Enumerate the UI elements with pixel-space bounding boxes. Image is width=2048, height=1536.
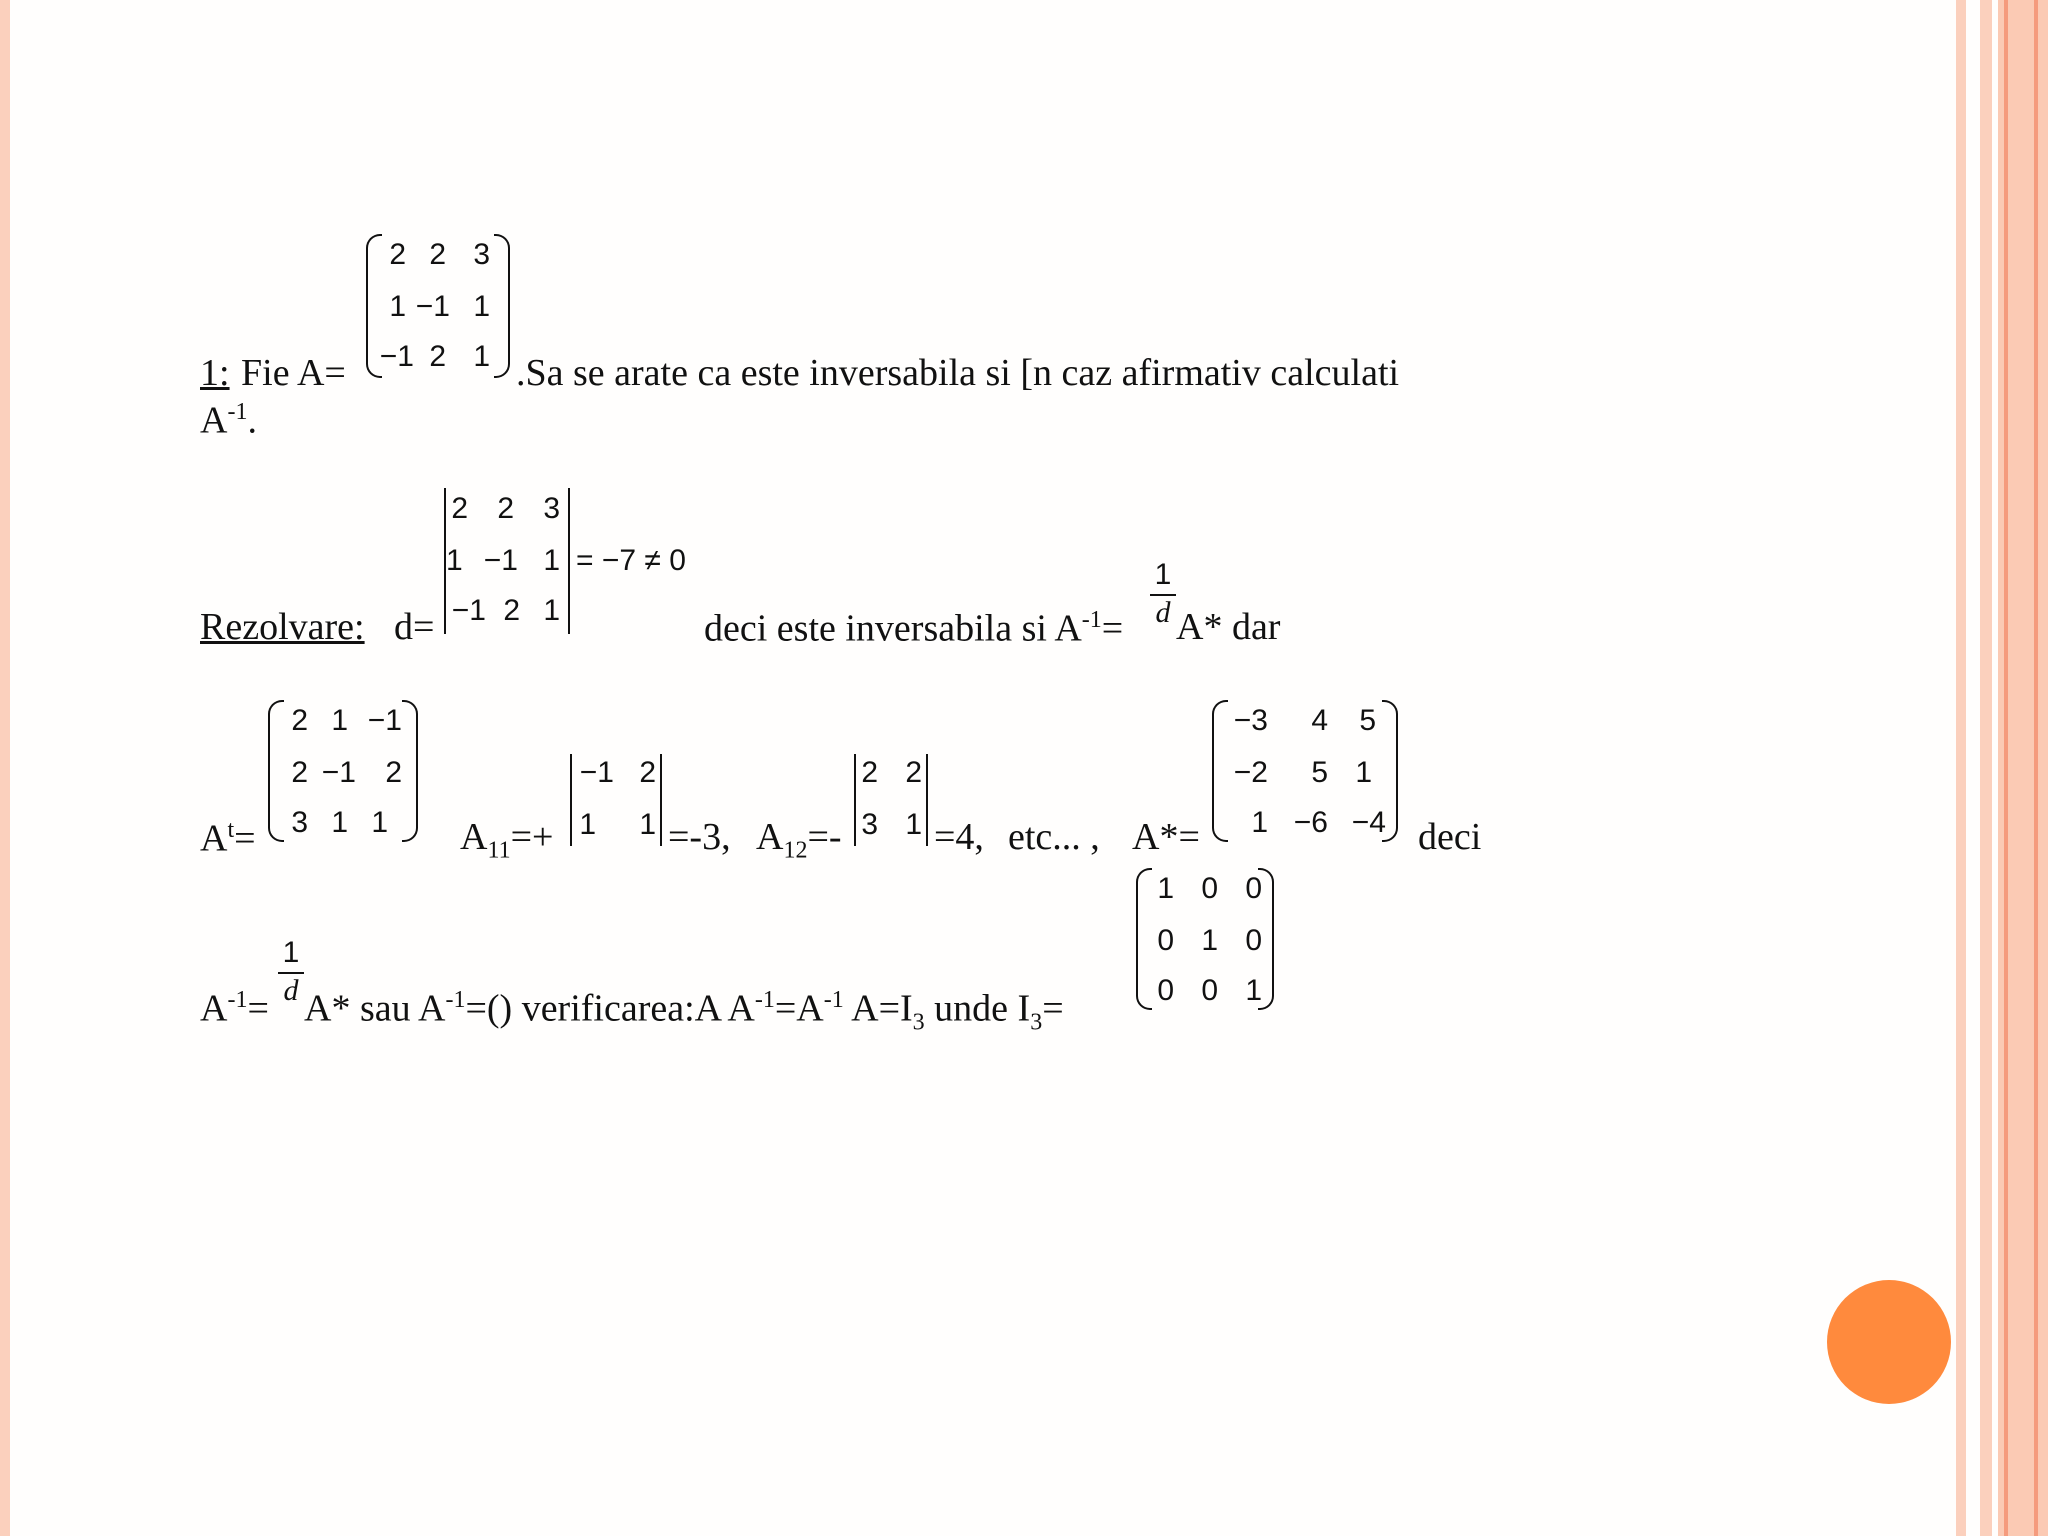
matrix-cell: 1 xyxy=(1245,974,1262,1007)
Ainv-eq xyxy=(200,988,269,1028)
matrix-cell: 0 xyxy=(1157,924,1174,957)
det-cell: 1 xyxy=(579,808,596,841)
deci-text: deci este inversabila si A xyxy=(704,607,1082,650)
matrix-cell: −4 xyxy=(1351,806,1386,839)
det-cell: 2 xyxy=(497,492,514,525)
matrix-cell: −1 xyxy=(415,290,450,323)
matrix-cell: 0 xyxy=(1157,974,1174,1007)
det-cell: 1 xyxy=(905,808,922,841)
matrix-cell: 2 xyxy=(429,238,446,271)
matrix-I3 xyxy=(1136,868,1274,1010)
deci-text-line3: deci xyxy=(1418,816,1482,858)
decorative-stripe-right-1 xyxy=(1956,0,1966,1536)
det-cell: 1 xyxy=(543,594,560,627)
matrix-cell: 0 xyxy=(1245,872,1262,905)
ainv-base: A xyxy=(200,399,228,442)
ainv-sup: -1 xyxy=(227,399,248,425)
decorative-stripe-left-edge xyxy=(0,0,10,1536)
matrix-cell: 2 xyxy=(291,704,308,737)
det-cell: −1 xyxy=(579,756,614,789)
det-right-bar xyxy=(926,754,928,846)
matrix-cell: −1 xyxy=(379,340,414,373)
sup-2: -1 xyxy=(754,987,775,1013)
sub-5: 3 xyxy=(1030,1009,1043,1036)
d-equals: d= xyxy=(394,606,435,648)
verificarea-text xyxy=(304,988,1064,1034)
det-cell: 3 xyxy=(861,808,878,841)
Ainv-base: A xyxy=(200,987,228,1030)
det-cell: −1 xyxy=(451,594,486,627)
matrix-cell: 1 xyxy=(1251,806,1268,839)
frac-denominator: d xyxy=(283,974,299,1007)
matrix-cell: 2 xyxy=(429,340,446,373)
matrix-cell: −1 xyxy=(321,756,356,789)
right-paren xyxy=(494,234,510,378)
matrix-At xyxy=(268,700,418,842)
matrix-cell: −6 xyxy=(1293,806,1328,839)
A12-label xyxy=(756,818,842,863)
matrix-cell: 0 xyxy=(1245,924,1262,957)
matrix-cell: −2 xyxy=(1233,756,1268,789)
det-cell: 2 xyxy=(503,594,520,627)
determinant-A12 xyxy=(854,754,928,846)
decorative-stripe-right-4 xyxy=(2004,0,2008,1536)
right-paren xyxy=(402,700,418,842)
matrix-cell: 1 xyxy=(1157,872,1174,905)
A11-result: =-3, xyxy=(668,816,731,858)
matrix-cell: 1 xyxy=(1201,924,1218,957)
matrix-cell: 2 xyxy=(291,756,308,789)
fraction-one-over-d xyxy=(1150,560,1176,628)
text-seg-5: unde I xyxy=(924,987,1031,1030)
matrix-cell: 3 xyxy=(291,806,308,839)
A11-eq: =+ xyxy=(510,816,554,858)
At-eq: = xyxy=(234,817,256,860)
det-right-bar xyxy=(660,754,662,846)
matrix-cell: 0 xyxy=(1201,872,1218,905)
matrix-cell: 4 xyxy=(1311,704,1328,737)
deci-inversabila-text xyxy=(704,608,1123,648)
det-cell: 2 xyxy=(639,756,656,789)
orange-circle-decoration xyxy=(1827,1280,1951,1404)
sup-1: -1 xyxy=(445,987,466,1013)
text-seg-3: =A xyxy=(774,987,824,1030)
sup-minus-one: -1 xyxy=(1081,607,1102,633)
Ainv-equals: = xyxy=(247,987,269,1030)
A11-sub: 11 xyxy=(487,837,511,864)
Astar-eq: A*= xyxy=(1132,816,1200,858)
At-label xyxy=(200,818,256,858)
matrix-cell: 1 xyxy=(331,806,348,839)
matrix-cell: 1 xyxy=(371,806,388,839)
A12-sub: 12 xyxy=(783,837,808,864)
det-cell: 1 xyxy=(543,544,560,577)
decorative-stripe-right-5 xyxy=(2034,0,2038,1536)
A12-result: =4, xyxy=(934,816,984,858)
A12-base: A xyxy=(756,816,784,858)
matrix-cell: 3 xyxy=(473,238,490,271)
text-seg-2: =() verificarea:A A xyxy=(465,987,755,1030)
matrix-cell: 1 xyxy=(1355,756,1372,789)
ainv-dot: . xyxy=(247,399,257,442)
astar-dar-text: A* dar xyxy=(1176,606,1281,648)
sub-4: 3 xyxy=(912,1009,925,1036)
frac-numerator: 1 xyxy=(278,938,304,974)
det-cell: 1 xyxy=(639,808,656,841)
A12-eq: =- xyxy=(807,816,842,858)
det-cell: 2 xyxy=(451,492,468,525)
At-sup: t xyxy=(227,817,235,843)
text-seg-4: A=I xyxy=(843,987,913,1030)
det-cell: 3 xyxy=(543,492,560,525)
determinant-A xyxy=(444,488,570,634)
problem-ainv xyxy=(200,400,257,440)
matrix-cell: −1 xyxy=(367,704,402,737)
A11-base: A xyxy=(460,816,488,858)
det-cell: −1 xyxy=(483,544,518,577)
matrix-Astar xyxy=(1212,700,1398,842)
det-right-bar xyxy=(568,488,570,634)
det-cell: 2 xyxy=(905,756,922,789)
det-result: = −7 ≠ 0 xyxy=(576,544,686,577)
problem-statement: .Sa se arate ca este inversabila si [n caz afirmativ calculati xyxy=(516,352,1400,394)
fraction-one-over-d-2 xyxy=(278,938,304,1006)
matrix-cell: 5 xyxy=(1311,756,1328,789)
etc-text: etc... , xyxy=(1008,816,1100,858)
det-cell: 2 xyxy=(861,756,878,789)
Ainv-sup: -1 xyxy=(227,987,248,1013)
frac-denominator: d xyxy=(1155,596,1171,629)
matrix-A xyxy=(366,234,510,378)
decorative-stripe-right-2 xyxy=(1980,0,1992,1536)
matrix-cell: 1 xyxy=(389,290,406,323)
matrix-cell: −3 xyxy=(1233,704,1268,737)
determinant-A11 xyxy=(570,754,662,846)
equals: = xyxy=(1101,607,1124,650)
At-base: A xyxy=(200,817,228,860)
matrix-cell: 5 xyxy=(1359,704,1376,737)
A11-label xyxy=(460,818,553,863)
matrix-cell: 1 xyxy=(473,290,490,323)
matrix-cell: 1 xyxy=(331,704,348,737)
rezolvare-label: Rezolvare: xyxy=(200,606,365,648)
matrix-cell: 0 xyxy=(1201,974,1218,1007)
matrix-cell: 2 xyxy=(389,238,406,271)
text-seg-1: A* sau A xyxy=(304,987,446,1030)
problem-fie: Fie A= xyxy=(241,352,346,394)
matrix-cell: 1 xyxy=(473,340,490,373)
frac-numerator: 1 xyxy=(1150,560,1176,596)
problem-label: 1: xyxy=(200,352,230,394)
sup-3: -1 xyxy=(823,987,844,1013)
text-seg-6: = xyxy=(1042,987,1064,1030)
matrix-cell: 2 xyxy=(385,756,402,789)
det-cell: 1 xyxy=(446,544,463,577)
